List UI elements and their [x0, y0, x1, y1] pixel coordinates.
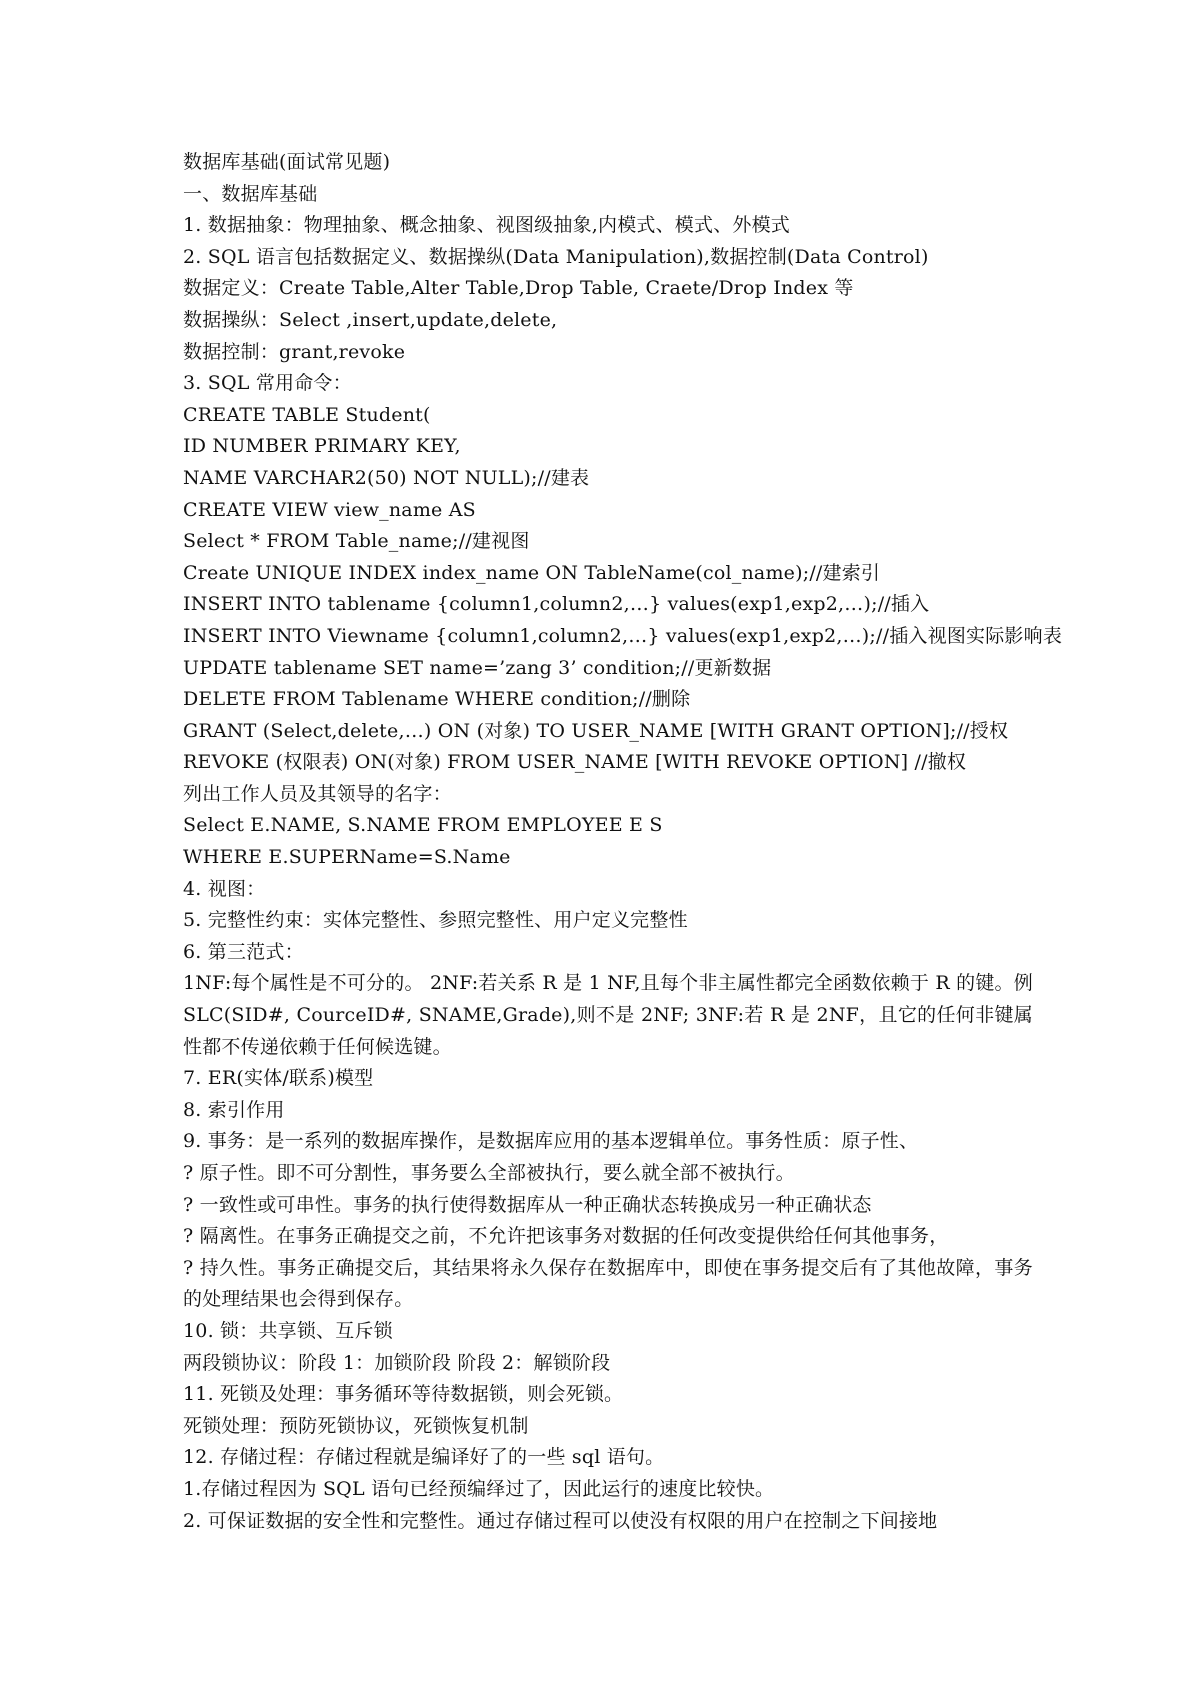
text-line: 1. 数据抽象：物理抽象、概念抽象、视图级抽象,内模式、模式、外模式	[183, 214, 791, 237]
code-line: CREATE VIEW view_name AS	[183, 498, 476, 521]
document-title: 数据库基础(面试常见题)	[183, 151, 391, 173]
text-line: 12. 存储过程：存储过程就是编译好了的一些 sql 语句。	[183, 1446, 665, 1469]
code-line: DELETE FROM Tablename WHERE condition;//删除	[183, 688, 691, 711]
code-line: NAME VARCHAR2(50) NOT NULL);//建表	[183, 466, 590, 489]
code-line: INSERT INTO Viewname {column1,column2,…} values(exp1,exp2,…);//插入视图实际影响表	[183, 624, 1063, 647]
text-line: 死锁处理：预防死锁协议，死锁恢复机制	[183, 1414, 529, 1437]
text-line: 数据控制：grant,revoke	[183, 340, 406, 363]
code-line: Select * FROM Table_name;//建视图	[183, 530, 530, 553]
text-line: 9. 事务：是一系列的数据库操作，是数据库应用的基本逻辑单位。事务性质：原子性、	[183, 1130, 919, 1153]
text-line: 两段锁协议：阶段 1：加锁阶段 阶段 2：解锁阶段	[183, 1351, 611, 1374]
text-line: 列出工作人员及其领导的名字：	[183, 782, 452, 805]
text-line: 6. 第三范式：	[183, 940, 304, 963]
text-line: 数据定义：Create Table,Alter Table,Drop Table, Craete/Drop Index 等	[183, 277, 854, 300]
text-line: 1.存储过程因为 SQL 语句已经预编绎过了，因此运行的速度比较快。	[183, 1477, 775, 1500]
code-line: WHERE E.SUPERName=S.Name	[183, 846, 511, 869]
code-line: CREATE TABLE Student(	[183, 403, 431, 426]
code-line: Create UNIQUE INDEX index_name ON TableName(col_name);//建索引	[183, 561, 881, 584]
code-line: REVOKE (权限表) ON(对象) FROM USER_NAME [WITH REVOKE OPTION] //撤权	[183, 751, 967, 774]
text-line: 10. 锁：共享锁、互斥锁	[183, 1319, 393, 1342]
text-line: ? 原子性。即不可分割性，事务要么全部被执行，要么就全部不被执行。	[183, 1162, 795, 1184]
text-line: 2. 可保证数据的安全性和完整性。通过存储过程可以使没有权限的用户在控制之下间接地	[183, 1509, 938, 1532]
text-line: 2. SQL 语言包括数据定义、数据操纵(Data Manipulation),数据控制(Data Control)	[183, 245, 929, 268]
text-line: 11. 死锁及处理：事务循环等待数据锁，则会死锁。	[183, 1383, 624, 1406]
text-line: 8. 索引作用	[183, 1098, 285, 1121]
document-body	[183, 147, 1063, 1537]
text-line: 数据操纵：Select ,insert,update,delete,	[183, 308, 558, 331]
text-line: 3. SQL 常用命令：	[183, 372, 352, 395]
code-line: GRANT (Select,delete,…) ON (对象) TO USER_NAME [WITH GRANT OPTION];//授权	[183, 719, 1009, 742]
text-line: 4. 视图：	[183, 877, 266, 900]
code-line: UPDATE tablename SET name=’zang 3’ condition;//更新数据	[183, 656, 772, 679]
text-line: ? 隔离性。在事务正确提交之前，不允许把该事务对数据的任何改变提供给任何其他事务，	[183, 1225, 949, 1248]
normal-form-paragraph: 1NF:每个属性是不可分的。 2NF:若关系 R 是 1 NF,且每个非主属性都完全函数依赖于 R 的键。例 SLC(SID#, CourceID#, SNAME,Grade),则不是 2NF; 3NF:若 R 是 2NF，且它的任何非键属性都不传递依赖于任何候选键。	[183, 972, 1033, 1058]
code-line: Select E.NAME, S.NAME FROM EMPLOYEE E S	[183, 814, 663, 837]
code-line: INSERT INTO tablename {column1,column2,…} values(exp1,exp2,…);//插入	[183, 593, 930, 616]
durability-paragraph: ? 持久性。事务正确提交后，其结果将永久保存在数据库中，即使在事务提交后有了其他故障，事务的处理结果也会得到保存。	[183, 1256, 1033, 1311]
code-line: ID NUMBER PRIMARY KEY,	[183, 435, 461, 458]
text-line: 7. ER(实体/联系)模型	[183, 1067, 374, 1090]
text-line: 一、数据库基础	[183, 182, 318, 205]
text-line: 5. 完整性约束：实体完整性、参照完整性、用户定义完整性	[183, 909, 688, 932]
text-line: ? 一致性或可串性。事务的执行使得数据库从一种正确状态转换成另一种正确状态	[183, 1193, 872, 1216]
